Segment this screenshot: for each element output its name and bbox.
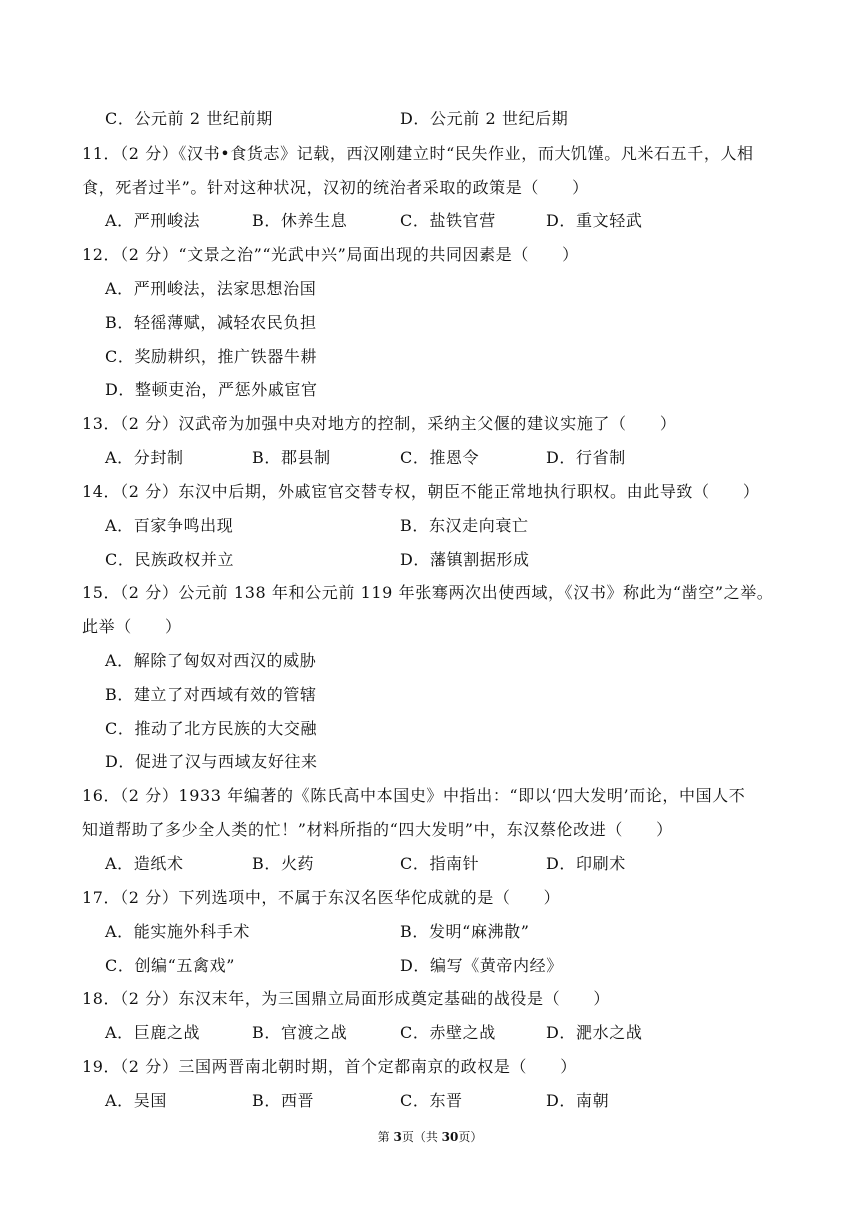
q10-option-c: C．公元前 2 世纪前期 xyxy=(105,109,273,128)
q14-option-d: D．藩镇割据形成 xyxy=(400,550,530,569)
footer-suffix: 页） xyxy=(458,1130,483,1144)
q18-option-c: C．赤壁之战 xyxy=(400,1023,496,1042)
q13-option-c: C．推恩令 xyxy=(400,448,480,467)
q17-option-b: B．发明“麻沸散” xyxy=(400,922,530,941)
footer-total-pages: 30 xyxy=(441,1130,459,1144)
q11-stem-line2: 食，死者过半”。针对这种状况，汉初的统治者采取的政策是（ ） xyxy=(82,178,589,197)
q17-option-a: A．能实施外科手术 xyxy=(105,922,250,941)
q16-option-d: D．印刷术 xyxy=(546,854,626,873)
q15-stem-line1: 15．（2 分）公元前 138 年和公元前 119 年张骞两次出使西域，《汉书》称此为“凿空”之举。 xyxy=(82,583,774,602)
q14-option-a: A．百家争鸣出现 xyxy=(105,516,234,535)
q18-option-b: B．官渡之战 xyxy=(252,1023,348,1042)
q15-option-d: D．促进了汉与西域友好往来 xyxy=(105,752,318,771)
q11-option-c: C．盐铁官营 xyxy=(400,211,496,230)
q18-option-a: A．巨鹿之战 xyxy=(105,1023,201,1042)
q12-option-d: D．整顿吏治，严惩外戚宦官 xyxy=(105,380,318,399)
q16-option-a: A．造纸术 xyxy=(105,854,184,873)
q11-option-a: A．严刑峻法 xyxy=(105,211,201,230)
q14-option-c: C．民族政权并立 xyxy=(105,550,235,569)
q11-stem-line1: 11．（2 分）《汉书•食货志》记载，西汉刚建立时“民失作业，而大饥馑。凡米石五千，人相 xyxy=(82,144,754,163)
q13-option-a: A．分封制 xyxy=(105,448,184,467)
footer-page-number: 3 xyxy=(393,1130,402,1144)
q12-option-b: B．轻徭薄赋，减轻农民负担 xyxy=(105,313,317,332)
footer-prefix: 第 xyxy=(377,1130,394,1144)
q16-option-c: C．指南针 xyxy=(400,854,480,873)
q16-option-b: B．火药 xyxy=(252,854,315,873)
q15-option-a: A．解除了匈奴对西汉的威胁 xyxy=(105,651,317,670)
q13-option-b: B．郡县制 xyxy=(252,448,331,467)
q18-stem: 18．（2 分）东汉末年，为三国鼎立局面形成奠定基础的战役是（ ） xyxy=(82,989,611,1008)
q17-stem: 17．（2 分）下列选项中，不属于东汉名医华佗成就的是（ ） xyxy=(82,888,561,907)
q14-option-b: B．东汉走向衰亡 xyxy=(400,516,529,535)
page-footer xyxy=(0,1128,860,1146)
q13-stem: 13．（2 分）汉武帝为加强中央对地方的控制，采纳主父偃的建议实施了（ ） xyxy=(82,414,677,433)
q15-option-b: B．建立了对西域有效的管辖 xyxy=(105,685,317,704)
q19-option-c: C．东晋 xyxy=(400,1091,463,1110)
q12-option-a: A．严刑峻法，法家思想治国 xyxy=(105,279,317,298)
q19-option-a: A．吴国 xyxy=(105,1091,167,1110)
q16-stem-line2: 知道帮助了多少全人类的忙！”材料所指的“四大发明”中，东汉蔡伦改进（ ） xyxy=(82,820,673,839)
q17-option-d: D．编写《黄帝内经》 xyxy=(400,956,563,975)
q14-stem: 14．（2 分）东汉中后期，外戚宦官交替专权，朝臣不能正常地执行职权。由此导致（ ） xyxy=(82,482,760,501)
q19-stem: 19．（2 分）三国两晋南北朝时期，首个定都南京的政权是（ ） xyxy=(82,1057,577,1076)
q15-option-c: C．推动了北方民族的大交融 xyxy=(105,719,318,738)
q12-option-c: C．奖励耕织，推广铁器牛耕 xyxy=(105,347,318,366)
q16-stem-line1: 16．（2 分）1933 年编著的《陈氏高中本国史》中指出：“即以‘四大发明’而论，中国人不 xyxy=(82,786,746,805)
q12-stem: 12．（2 分）“文景之治”“光武中兴”局面出现的共同因素是（ ） xyxy=(82,245,579,264)
q19-option-d: D．南朝 xyxy=(546,1091,610,1110)
q18-option-d: D．淝水之战 xyxy=(546,1023,643,1042)
footer-mid: 页（共 xyxy=(401,1130,442,1144)
q13-option-d: D．行省制 xyxy=(546,448,626,467)
q19-option-b: B．西晋 xyxy=(252,1091,315,1110)
q17-option-c: C．创编“五禽戏” xyxy=(105,956,236,975)
q11-option-d: D．重文轻武 xyxy=(546,211,643,230)
q15-stem-line2: 此举（ ） xyxy=(82,617,182,636)
q11-option-b: B．休养生息 xyxy=(252,211,348,230)
q10-option-d: D．公元前 2 世纪后期 xyxy=(400,109,569,128)
